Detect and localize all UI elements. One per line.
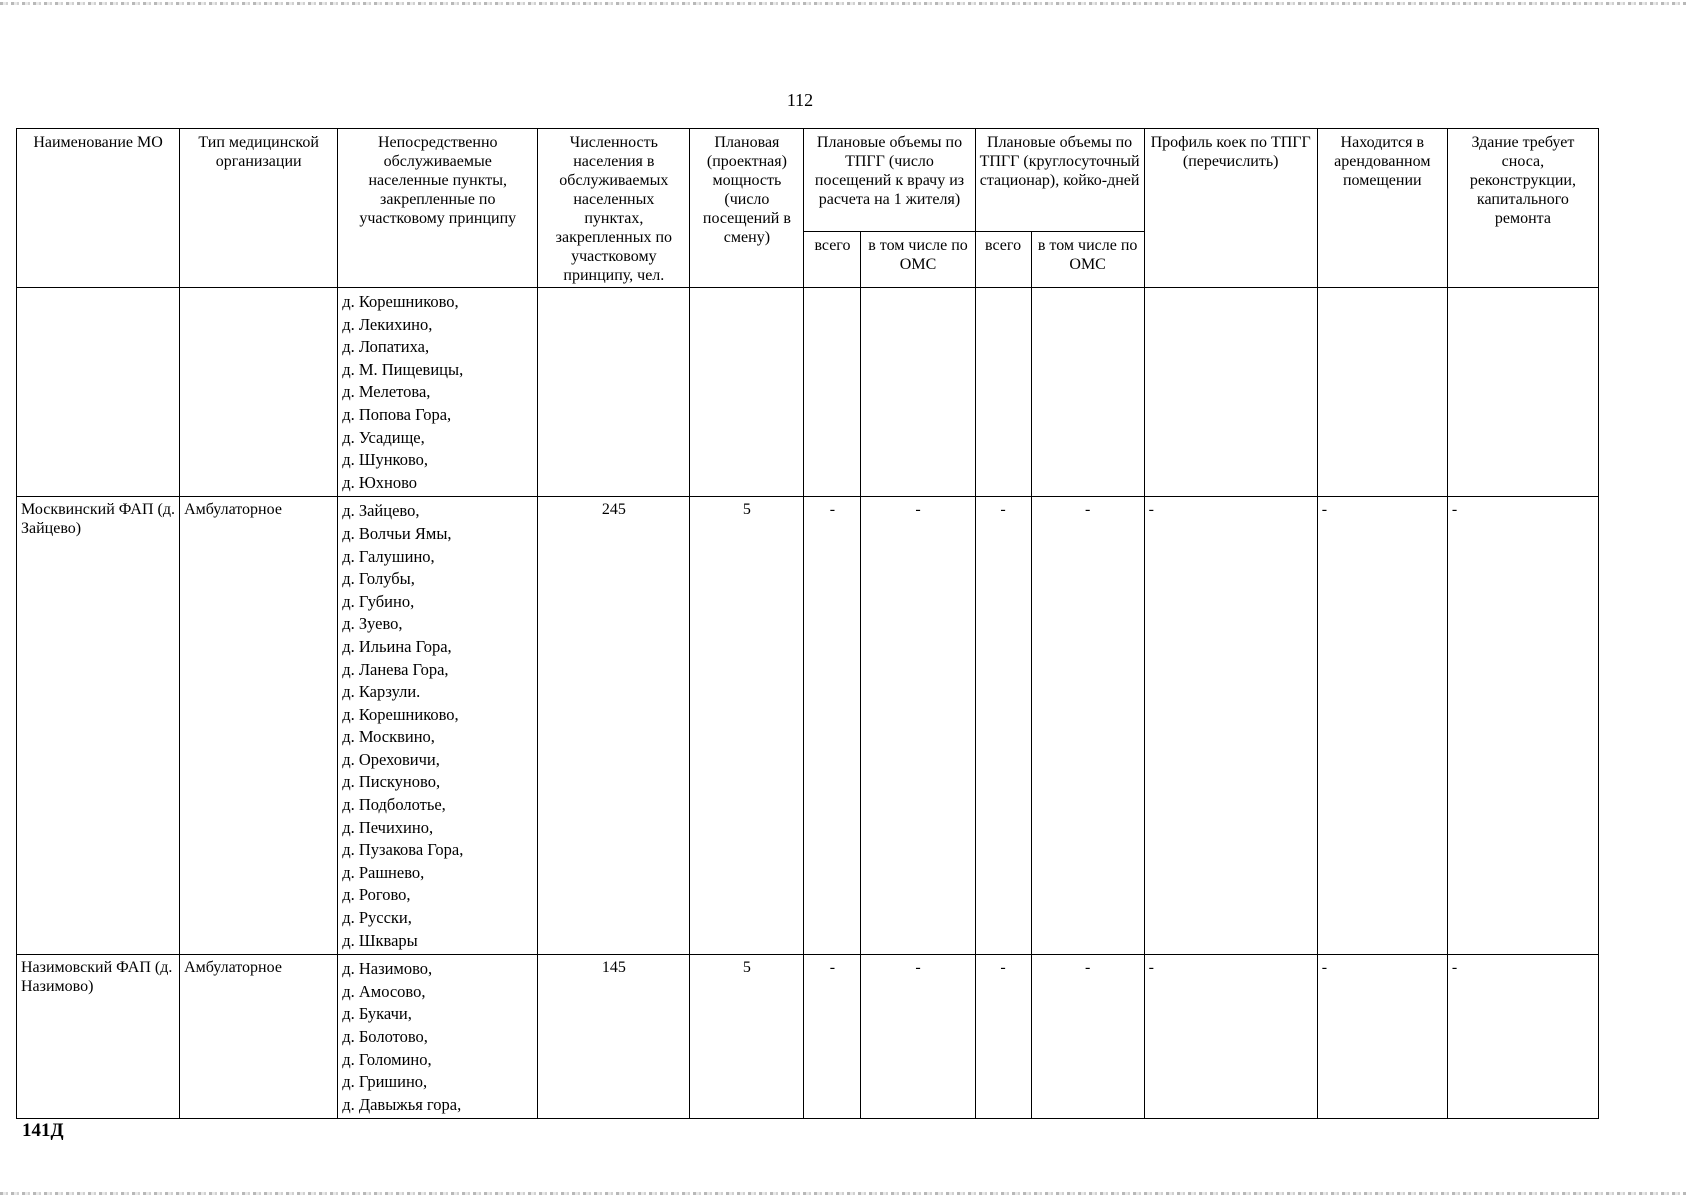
settlement-item: д. Лопатиха, bbox=[342, 337, 430, 357]
settlement-item: д. Усадище, bbox=[342, 427, 425, 447]
cell-beds-total bbox=[975, 288, 1031, 497]
header-beds-total: всего bbox=[975, 232, 1031, 288]
settlement-item: д. Зайцево, bbox=[342, 501, 420, 521]
table-row bbox=[17, 497, 1599, 955]
cell-type: Амбулаторное bbox=[180, 497, 338, 955]
settlement-item: д. Зуево, bbox=[342, 614, 403, 634]
page-number: 112 bbox=[786, 90, 814, 110]
settlement-item: д. Давыжья гора, bbox=[342, 1094, 462, 1114]
cell-beds-oms: - bbox=[1031, 497, 1144, 955]
header-beds-oms: в том числе по ОМС bbox=[1031, 232, 1144, 288]
settlement-item: д. Попова Гора, bbox=[342, 404, 452, 424]
cell-visits-oms: - bbox=[861, 497, 975, 955]
cell-visits-oms: - bbox=[861, 955, 975, 1119]
cell-type bbox=[180, 288, 338, 497]
footer-document-code: 141Д bbox=[22, 1120, 64, 1141]
cell-rented: - bbox=[1317, 955, 1447, 1119]
settlement-item: д. Рогово, bbox=[342, 885, 411, 905]
header-demolition: Здание требует сноса, реконструкции, капитального ремонта bbox=[1447, 129, 1598, 288]
settlement-item: д. Юхново bbox=[342, 472, 418, 492]
cell-beds-oms bbox=[1031, 288, 1144, 497]
header-capacity: Плановая (проектная) мощность (число посещений в смену) bbox=[690, 129, 804, 288]
settlement-item: д. Корешниково, bbox=[342, 704, 459, 724]
cell-demolition: - bbox=[1447, 955, 1598, 1119]
cell-settlements bbox=[338, 288, 538, 497]
settlement-item: д. Ильина Гора, bbox=[342, 636, 452, 656]
cell-rented: - bbox=[1317, 497, 1447, 955]
cell-visits-total bbox=[804, 288, 861, 497]
cell-demolition: - bbox=[1447, 497, 1598, 955]
settlement-item: д. Голомино, bbox=[342, 1049, 432, 1069]
cell-visits-total: - bbox=[804, 497, 861, 955]
table-row bbox=[17, 288, 1599, 497]
settlement-item: д. Ланева Гора, bbox=[342, 659, 449, 679]
header-visits-total: всего bbox=[804, 232, 861, 288]
cell-rented bbox=[1317, 288, 1447, 497]
settlement-item: д. Букачи, bbox=[342, 1004, 412, 1024]
settlement-item: д. Шунково, bbox=[342, 450, 429, 470]
cell-population: 245 bbox=[538, 497, 690, 955]
settlement-item: д. Гришино, bbox=[342, 1072, 428, 1092]
settlement-item: д. Амосово, bbox=[342, 981, 426, 1001]
settlement-item: д. Лекихино, bbox=[342, 314, 433, 334]
cell-type: Амбулаторное bbox=[180, 955, 338, 1119]
cell-bed-profile: - bbox=[1144, 955, 1317, 1119]
settlement-item: д. Москвино, bbox=[342, 727, 435, 747]
settlement-item: д. Рашнево, bbox=[342, 862, 425, 882]
header-name-mo: Наименование МО bbox=[17, 129, 180, 288]
settlement-item: д. Назимово, bbox=[342, 959, 433, 979]
header-visits-oms: в том числе по ОМС bbox=[861, 232, 975, 288]
settlement-item: д. Корешниково, bbox=[342, 292, 459, 311]
settlement-item: д. М. Пищевицы, bbox=[342, 359, 464, 379]
cell-capacity: 5 bbox=[690, 955, 804, 1119]
cell-beds-oms: - bbox=[1031, 955, 1144, 1119]
header-row-top bbox=[17, 129, 1599, 232]
cell-visits-total: - bbox=[804, 955, 861, 1119]
settlement-item: д. Губино, bbox=[342, 591, 415, 611]
header-type: Тип медицинской организации bbox=[180, 129, 338, 288]
cell-name-mo bbox=[17, 288, 180, 497]
cell-name-mo: Назимовский ФАП (д. Назимово) bbox=[17, 955, 180, 1119]
scan-edge-bottom bbox=[0, 1192, 1686, 1195]
settlement-item: д. Галушино, bbox=[342, 546, 435, 566]
cell-beds-total: - bbox=[975, 955, 1031, 1119]
cell-capacity: 5 bbox=[690, 497, 804, 955]
cell-name-mo: Москвинский ФАП (д. Зайцево) bbox=[17, 497, 180, 955]
settlement-item: д. Голубы, bbox=[342, 569, 415, 589]
settlement-item: д. Русски, bbox=[342, 908, 412, 928]
cell-settlements bbox=[338, 497, 538, 955]
settlement-item: д. Ореховичи, bbox=[342, 749, 440, 769]
scan-edge-top bbox=[0, 2, 1686, 5]
settlement-item: д. Мелетова, bbox=[342, 382, 431, 402]
header-rented: Находится в арендованном помещении bbox=[1317, 129, 1447, 288]
cell-visits-oms bbox=[861, 288, 975, 497]
cell-population: 145 bbox=[538, 955, 690, 1119]
header-settlements: Непосредственно обслуживаемые населенные пункты, закрепленные по участковому принципу bbox=[338, 129, 538, 288]
header-tpgg-visits: Плановые объемы по ТПГГ (число посещений к врачу из расчета на 1 жителя) bbox=[804, 129, 975, 232]
table-row bbox=[17, 955, 1599, 1119]
settlement-item: д. Пузакова Гора, bbox=[342, 840, 464, 860]
cell-beds-total: - bbox=[975, 497, 1031, 955]
cell-settlements bbox=[338, 955, 538, 1119]
header-population: Численность населения в обслуживаемых населенных пунктах, закрепленных по участковому принципу, чел. bbox=[538, 129, 690, 288]
settlement-item: д. Шквары bbox=[342, 930, 418, 950]
header-tpgg-beds: Плановые объемы по ТПГГ (круглосуточный стационар), койко-дней bbox=[975, 129, 1144, 232]
cell-capacity bbox=[690, 288, 804, 497]
settlement-item: д. Болотово, bbox=[342, 1027, 428, 1046]
cell-population bbox=[538, 288, 690, 497]
settlement-item: д. Печихино, bbox=[342, 817, 434, 837]
settlement-item: д. Подболотье, bbox=[342, 795, 446, 815]
settlement-item: д. Пискуново, bbox=[342, 772, 441, 792]
cell-bed-profile: - bbox=[1144, 497, 1317, 955]
medical-organizations-table bbox=[16, 128, 1599, 1119]
settlement-item: д. Карзули. bbox=[342, 682, 421, 702]
header-bed-profile: Профиль коек по ТПГГ (перечислить) bbox=[1144, 129, 1317, 288]
cell-demolition bbox=[1447, 288, 1598, 497]
settlement-item: д. Волчьи Ямы, bbox=[342, 523, 452, 543]
cell-bed-profile bbox=[1144, 288, 1317, 497]
